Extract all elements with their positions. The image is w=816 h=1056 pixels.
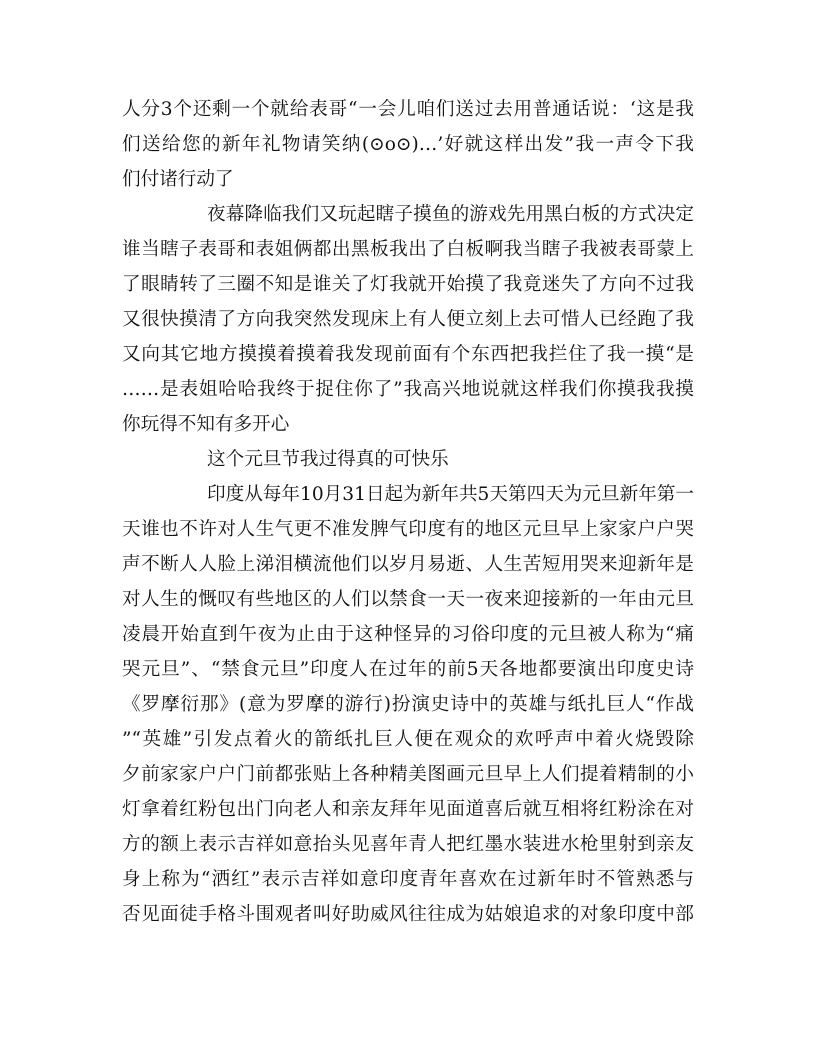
text-line: 《罗摩衍那》(意为罗摩的游行)扮演史诗中的英雄与纸扎巨人“作战 — [122, 694, 694, 715]
text-line: 夜幕降临我们又玩起瞎子摸鱼的游戏先用黑白板的方式决定 — [207, 204, 694, 225]
text-line: 了眼睛转了三圈不知是谁关了灯我就开始摸了我竟迷失了方向不过我 — [122, 274, 694, 295]
text-line: 身上称为“洒红”表示吉祥如意印度青年喜欢在过新年时不管熟悉与 — [122, 869, 694, 890]
text-line: 们送给您的新年礼物请笑纳(⊙o⊙)…’好就这样出发”我一声令下我 — [122, 134, 694, 155]
body-text — [122, 92, 694, 932]
text-line: 方的额上表示吉祥如意抬头见喜年青人把红墨水装进水枪里射到亲友 — [122, 834, 694, 855]
text-line: 谁当瞎子表哥和表姐俩都出黑板我出了白板啊我当瞎子我被表哥蒙上 — [122, 239, 694, 260]
text-line: 否见面徒手格斗围观者叫好助威风往往成为姑娘追求的对象印度中部 — [122, 904, 694, 925]
text-line: 哭元旦”、“禁食元旦”印度人在过年的前5天各地都要演出印度史诗 — [122, 659, 694, 680]
text-line: 印度从每年10月31日起为新年共5天第四天为元旦新年第一 — [207, 484, 694, 505]
text-line: 们付诸行动了 — [122, 169, 234, 190]
text-line: 天谁也不许对人生气更不准发脾气印度有的地区元旦早上家家户户哭 — [122, 519, 694, 540]
text-line: 声不断人人脸上涕泪横流他们以岁月易逝、人生苦短用哭来迎新年是 — [122, 554, 694, 575]
text-line: 夕前家家户户门前都张贴上各种精美图画元旦早上人们提着精制的小 — [122, 764, 694, 785]
text-line: 人分3个还剩一个就给表哥“一会儿咱们送过去用普通话说：‘这是我 — [122, 99, 694, 120]
text-line: 灯拿着红粉包出门向老人和亲友拜年见面道喜后就互相将红粉涂在对 — [122, 799, 694, 820]
text-line: ”“英雄”引发点着火的箭纸扎巨人便在观众的欢呼声中着火烧毁除 — [122, 729, 694, 750]
text-line: 又很快摸清了方向我突然发现床上有人便立刻上去可惜人已经跑了我 — [122, 309, 694, 330]
text-line: 又向其它地方摸摸着摸着我发现前面有个东西把我拦住了我一摸“是 — [122, 344, 694, 365]
text-line: 对人生的慨叹有些地区的人们以禁食一天一夜来迎接新的一年由元旦 — [122, 589, 694, 610]
text-line: 凌晨开始直到午夜为止由于这种怪异的习俗印度的元旦被人称为“痛 — [122, 624, 694, 645]
text-line: 这个元旦节我过得真的可快乐 — [207, 449, 449, 470]
text-line: ……是表姐哈哈我终于捉住你了”我高兴地说就这样我们你摸我我摸 — [122, 379, 694, 400]
text-line: 你玩得不知有多开心 — [122, 414, 290, 435]
